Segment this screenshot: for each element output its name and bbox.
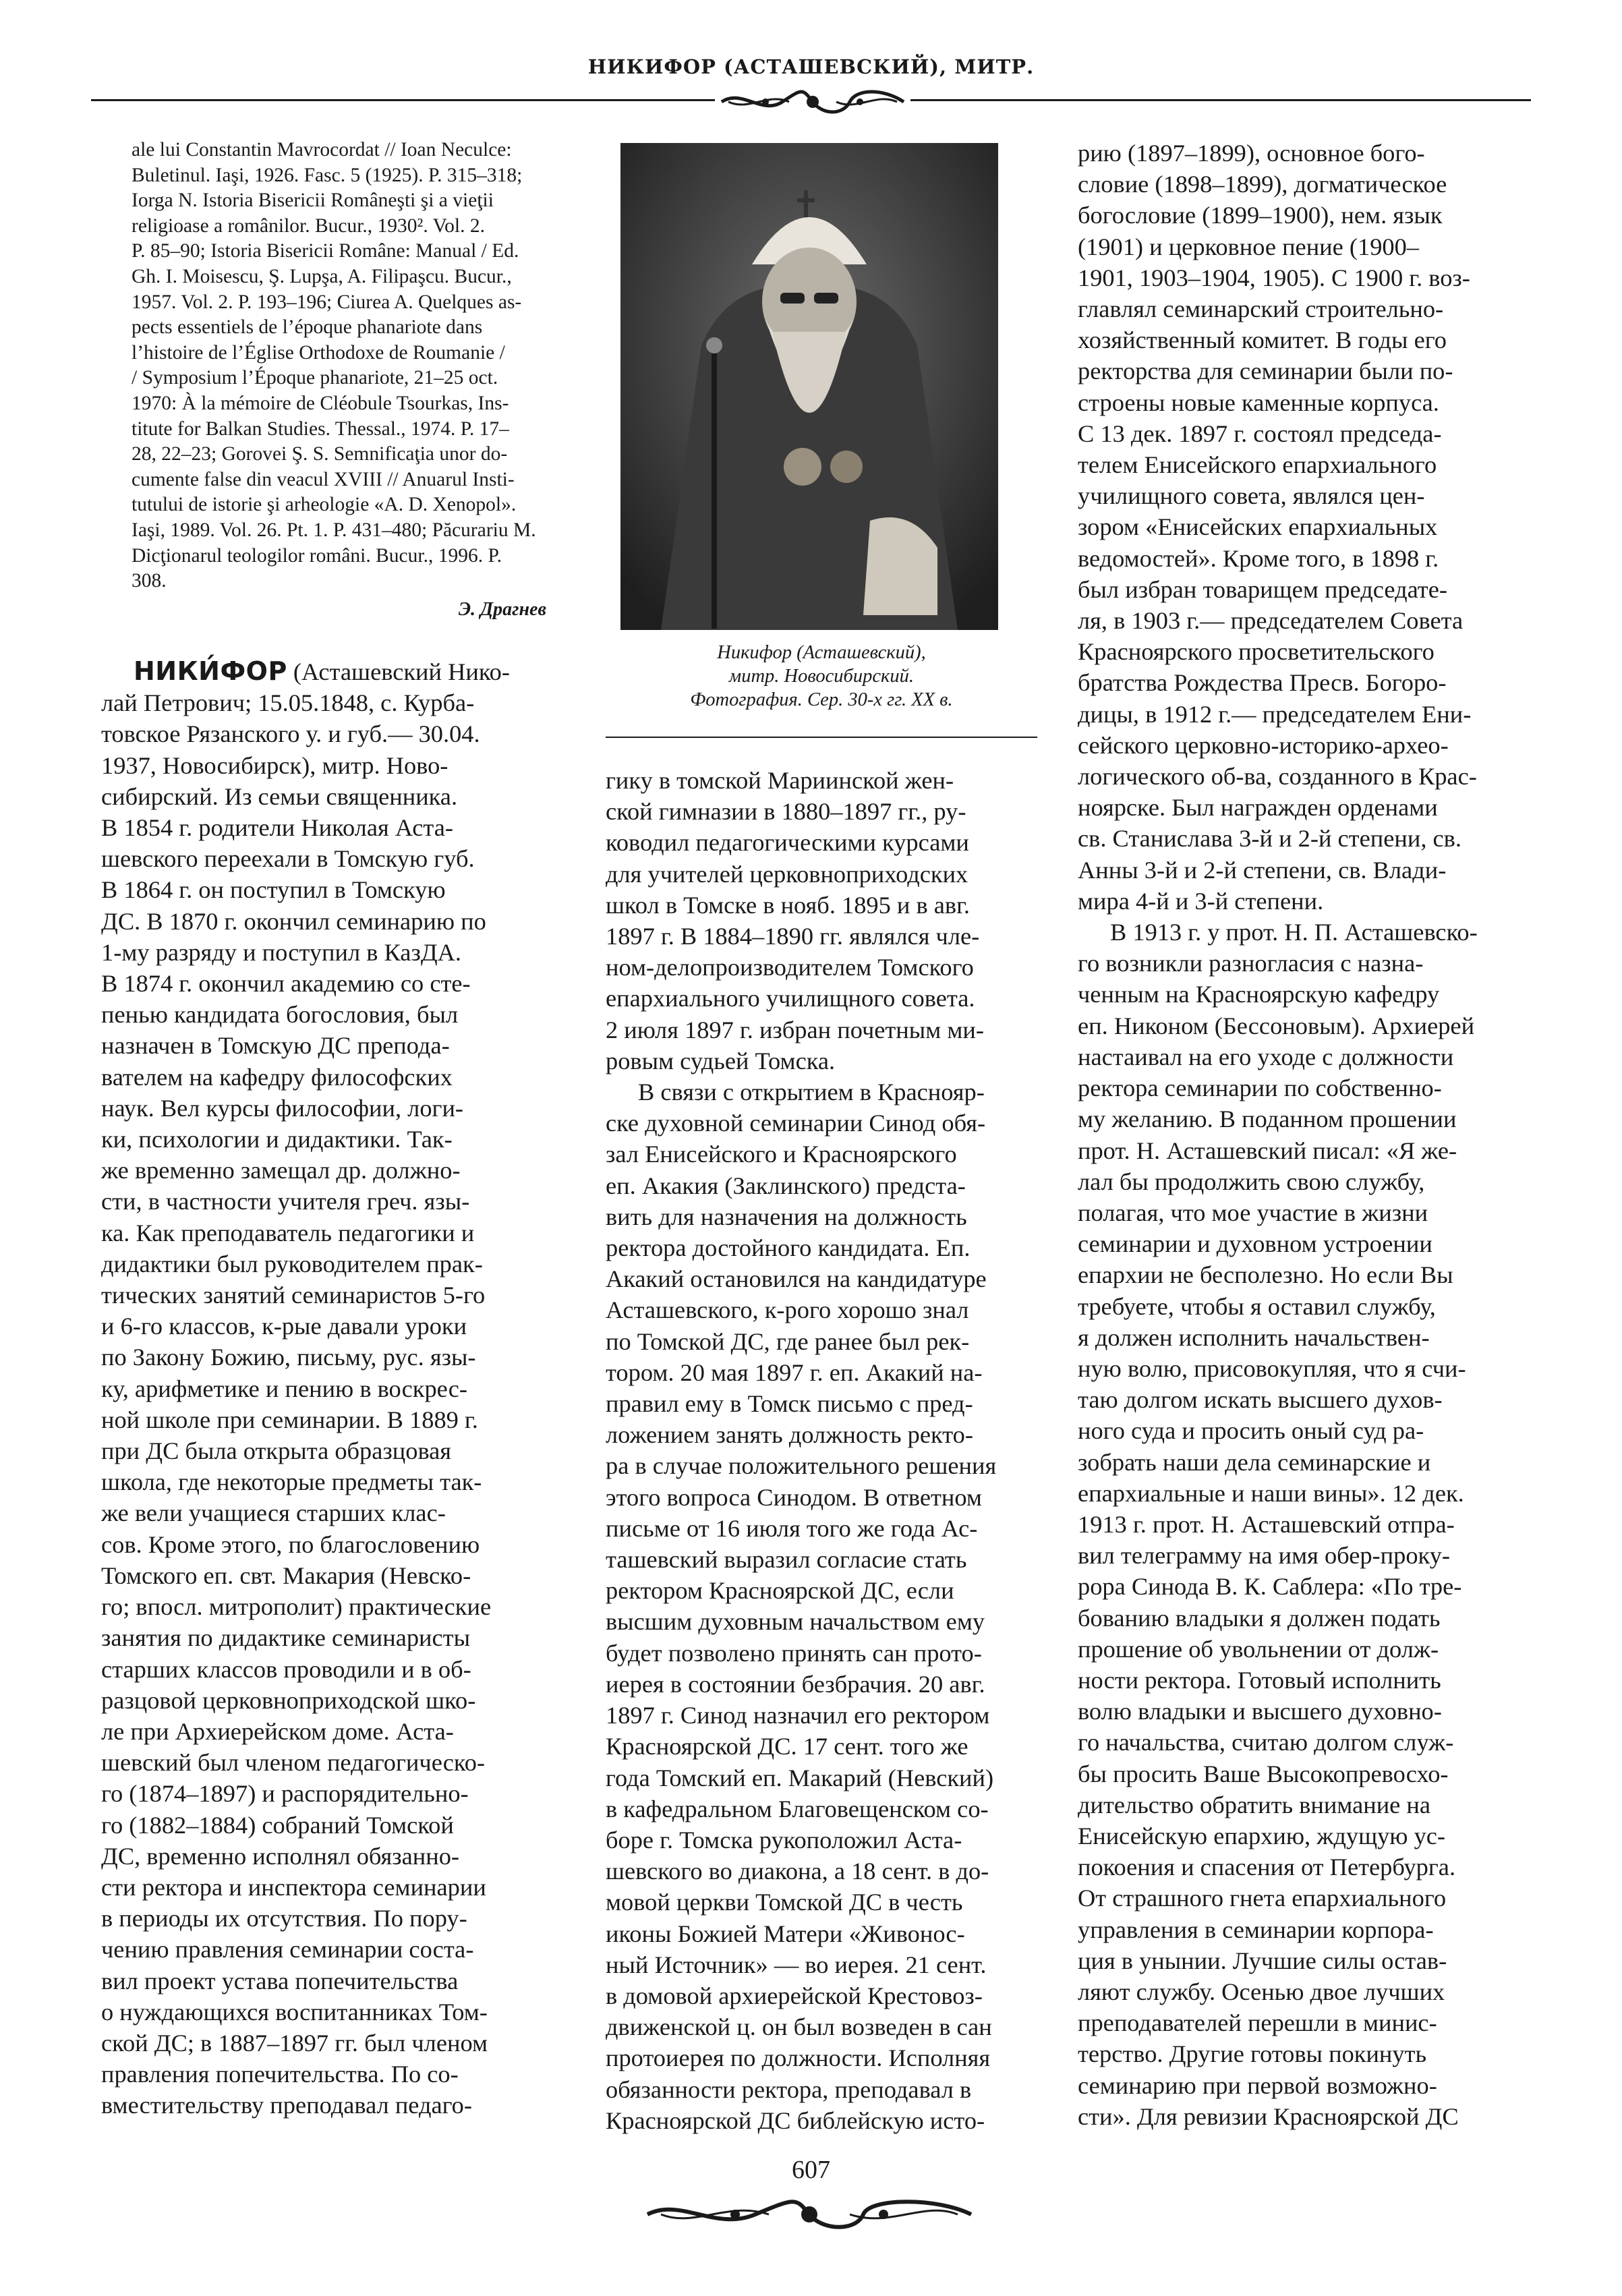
text-line: ректора семинарии по собственно- <box>1078 1074 1442 1102</box>
bib-line: l’histoire de l’Église Orthodoxe de Roumanie / <box>132 341 505 364</box>
text-line: От страшного гнета епархиального <box>1078 1885 1447 1912</box>
text-line: Красноярской ДС. 17 сент. того же <box>606 1733 968 1760</box>
caption-line: Никифор (Асташевский), <box>717 642 926 663</box>
text-line: по Закону Божию, письму, рус. язы- <box>101 1344 476 1371</box>
text-line: пенью кандидата богословия, был <box>101 1001 459 1029</box>
text-line: ченным на Красноярскую кафедру <box>1078 981 1440 1008</box>
text-line: в периоды их отсутствия. По пору- <box>101 1905 467 1932</box>
text-line: Енисейскую епархию, ждущую ус- <box>1078 1822 1446 1849</box>
bib-line: tutului de istorie şi arheologie «A. D. Xenopol». <box>132 494 517 516</box>
text-line: Асташевского, к-рого хорошо знал <box>606 1296 969 1324</box>
text-line: тических занятий семинаристов 5-го <box>101 1282 486 1309</box>
text-line: бы просить Ваше Высокопревосхо- <box>1078 1760 1449 1787</box>
text-line: ция в унынии. Лучшие силы остав- <box>1078 1947 1447 1974</box>
text-line: вместительству преподавал педаго- <box>101 2092 472 2119</box>
text-line: епархиального училищного совета. <box>606 985 975 1012</box>
bib-line: Dicţionarul teologilor români. Bucur., 1996. P. <box>132 544 502 567</box>
article-column-3 <box>1078 138 1536 2132</box>
text-line: волю владыки и высшего духовно- <box>1078 1698 1442 1725</box>
bib-line: pects essentiels de l’époque phanariote dans <box>132 316 483 339</box>
text-line: движенской ц. он был возведен в сан <box>606 2013 992 2041</box>
text-line: 1913 г. прот. Н. Асташевский отпра- <box>1078 1510 1455 1538</box>
text-line: чению правления семинарии соста- <box>101 1936 474 1963</box>
article-column-1 <box>101 656 548 2121</box>
text-line: (Асташевский Нико- <box>287 658 510 685</box>
text-line: го возникли разногласия с назна- <box>1078 950 1424 977</box>
text-line: 1-му разряду и поступил в КазДА. <box>101 938 462 966</box>
bib-line: cumente false din veacul XVIII // Anuarul Insti- <box>132 468 515 490</box>
text-line: ведомостей». Кроме того, в 1898 г. <box>1078 544 1439 572</box>
text-line: школ в Томске в нояб. 1895 и в авг. <box>606 891 970 919</box>
text-line: ле при Архиерейском доме. Аста- <box>101 1717 454 1745</box>
text-line: ректором Красноярской ДС, если <box>606 1577 954 1605</box>
text-line: правления попечительства. По со- <box>101 2061 459 2088</box>
text-line: ра в случае положительного решения <box>606 1452 997 1480</box>
text-line: будет позволено принять сан прото- <box>606 1639 982 1667</box>
text-line: старших классов проводили и в об- <box>101 1655 471 1683</box>
text-line: мира 4-й и 3-й степени. <box>1078 887 1324 915</box>
text-line: епархиальные и наши вины». 12 дек. <box>1078 1479 1464 1507</box>
text-line: при ДС была открыта образцовая <box>101 1437 452 1465</box>
text-line: ном-делопроизводителем Томского <box>606 954 974 981</box>
text-line: ки, психологии и дидактики. Так- <box>101 1126 453 1153</box>
text-line: 1901, 1903–1904, 1905). С 1900 г. воз- <box>1078 264 1470 291</box>
text-line: Красноярского просветительского <box>1078 638 1435 666</box>
text-line: еп. Акакия (Заклинского) предста- <box>606 1172 966 1199</box>
bib-line: Buletinul. Iaşi, 1926. Fasc. 5 (1925). P. 315–318; <box>132 164 523 186</box>
text-line: зал Енисейского и Красноярского <box>606 1141 957 1168</box>
text-line: телем Енисейского епархиального <box>1078 451 1437 479</box>
text-line: ляют службу. Осенью двое лучших <box>1078 1978 1445 2005</box>
text-line: логического об-ва, созданного в Крас- <box>1078 763 1477 791</box>
text-line: 1937, Новосибирск), митр. Ново- <box>101 751 448 779</box>
text-line: тором. 20 мая 1897 г. еп. Акакий на- <box>606 1358 983 1386</box>
text-line: же временно замещал др. должно- <box>101 1157 461 1184</box>
text-line: иерея в состоянии безбрачия. 20 авг. <box>606 1670 985 1698</box>
page-number: 607 <box>792 2156 830 2184</box>
text-line: рора Синода В. К. Саблера: «По тре- <box>1078 1573 1462 1601</box>
headword: НИКИ́ФОР <box>134 656 287 686</box>
text-line: братства Рождества Пресв. Богоро- <box>1078 669 1447 697</box>
text-line: высшим духовным начальством ему <box>606 1608 985 1636</box>
text-line: мовой церкви Томской ДС в честь <box>606 1889 963 1916</box>
running-head: НИКИФОР (АСТАШЕВСКИЙ), МИТР. <box>587 55 1035 78</box>
text-line: сти ректора и инспектора семинарии <box>101 1873 486 1901</box>
text-line: таю долгом искать высшего духов- <box>1078 1386 1443 1414</box>
text-line: Красноярской ДС библейскую исто- <box>606 2106 985 2134</box>
text-line: терство. Другие готовы покинуть <box>1078 2040 1427 2068</box>
text-line: ложением занять должность ректо- <box>606 1421 973 1449</box>
text-line: по Томской ДС, где ранее был рек- <box>606 1327 970 1355</box>
text-line: в кафедральном Благовещенском со- <box>606 1795 989 1823</box>
text-line: сти». Для ревизии Красноярской ДС <box>1078 2102 1459 2130</box>
text-line: и 6-го классов, к-рые давали уроки <box>101 1313 467 1340</box>
text-line: епархии не бесполезно. Но если Вы <box>1078 1261 1453 1289</box>
text-line: го (1874–1897) и распорядительно- <box>101 1780 469 1808</box>
text-line: сов. Кроме этого, по благословению <box>101 1530 480 1558</box>
text-line: года Томский еп. Макарий (Невский) <box>606 1764 994 1791</box>
text-line: настаивал на его уходе с должности <box>1078 1043 1454 1070</box>
bib-line: 308. <box>132 570 167 592</box>
text-line: управления в семинарии корпора- <box>1078 1916 1434 1943</box>
text-line: вателем на кафедру философских <box>101 1063 453 1091</box>
text-line: назначен в Томскую ДС препода- <box>101 1032 450 1060</box>
text-line: ДС, временно исполнял обязанно- <box>101 1842 460 1870</box>
text-line: богословие (1899–1900), нем. язык <box>1078 202 1443 229</box>
text-line: словие (1898–1899), догматическое <box>1078 171 1447 198</box>
header-ornament-icon <box>715 84 910 119</box>
text-line: прот. Н. Асташевский писал: «Я же- <box>1078 1137 1457 1164</box>
text-line: го (1882–1884) собраний Томской <box>101 1811 454 1839</box>
text-line: главлял семинарский строительно- <box>1078 295 1444 323</box>
bib-line: titute for Balkan Studies. Thessal., 1974. P. 17– <box>132 418 509 440</box>
text-line: зором «Енисейских епархиальных <box>1078 513 1438 541</box>
text-line: прошение об увольнении от долж- <box>1078 1635 1439 1663</box>
text-line: Томского еп. свт. Макария (Невско- <box>101 1561 471 1589</box>
text-line: училищного совета, являлся цен- <box>1078 482 1425 510</box>
article-start-line <box>101 656 548 687</box>
text-line: товское Рязанского у. и губ.— 30.04. <box>101 720 480 748</box>
text-line: полагая, что мое участие в жизни <box>1078 1199 1428 1226</box>
text-line: дительство обратить внимание на <box>1078 1791 1431 1818</box>
text-line: еп. Никоном (Бессоновым). Архиерей <box>1078 1012 1475 1039</box>
text-line: протоиерея по должности. Исполняя <box>606 2044 991 2072</box>
text-line: 2 июля 1897 г. избран почетным ми- <box>606 1016 984 1043</box>
text-line: занятия по дидактике семинаристы <box>101 1624 471 1652</box>
text-line: строены новые каменные корпуса. <box>1078 389 1439 416</box>
text-line: го; впосл. митрополит) практические <box>101 1593 492 1621</box>
text-line: св. Станислава 3-й и 2-й степени, св. <box>1078 825 1461 853</box>
text-line: разцовой церковноприходской шко- <box>101 1686 476 1714</box>
text-line: вил проект устава попечительства <box>101 1967 459 1994</box>
bib-line: P. 85–90; Istoria Bisericii Române: Manual / Ed. <box>132 240 519 262</box>
text-line: В связи с открытием в Краснояр- <box>638 1079 985 1106</box>
text-line: ровым судьей Томска. <box>606 1047 836 1074</box>
text-line: 1897 г. Синод назначил его ректором <box>606 1702 990 1729</box>
text-line: Акакий остановился на кандидатуре <box>606 1265 987 1293</box>
author-signature: Э. Драгнев <box>458 599 546 620</box>
text-line: хозяйственный комитет. В годы его <box>1078 326 1447 354</box>
bib-line: Iorga N. Istoria Bisericii Româneşti şi a vieţii <box>132 190 494 212</box>
text-line: ской ДС; в 1887–1897 гг. был членом <box>101 2029 488 2057</box>
photo-caption <box>606 641 1037 712</box>
text-line: шевского переехали в Томскую губ. <box>101 845 475 873</box>
text-line: сейского церковно-историко-архео- <box>1078 731 1449 759</box>
text-line: ректорства для семинарии были по- <box>1078 357 1453 385</box>
text-line: В 1913 г. у прот. Н. П. Асташевско- <box>1110 919 1478 946</box>
text-line: школа, где некоторые предметы так- <box>101 1468 482 1496</box>
text-line: сти, в частности учителя греч. язы- <box>101 1188 470 1215</box>
text-line: му желанию. В поданном прошении <box>1078 1106 1457 1133</box>
text-line: гику в томской Мариинской жен- <box>606 767 954 794</box>
text-line: покоения и спасения от Петербурга. <box>1078 1854 1456 1881</box>
text-line: этого вопроса Синодом. В ответном <box>606 1483 982 1511</box>
text-line: рию (1897–1899), основное бого- <box>1078 140 1425 167</box>
footer-ornament-icon <box>641 2191 978 2238</box>
text-line: же вели учащиеся старших клас- <box>101 1499 446 1527</box>
text-line: был избран товарищем председате- <box>1078 575 1447 603</box>
text-line: В 1854 г. родители Николая Аста- <box>101 814 453 842</box>
text-line: ноярске. Был награжден орденами <box>1078 794 1438 822</box>
text-line: ля, в 1903 г.— председателем Совета <box>1078 607 1464 635</box>
text-line: вил телеграмму на имя обер-проку- <box>1078 1542 1451 1570</box>
bib-line: 28, 22–23; Gorovei Ş. S. Semnificaţia unor do- <box>132 443 508 465</box>
text-line: ководил педагогическими курсами <box>606 829 969 857</box>
text-line: В 1864 г. он поступил в Томскую <box>101 876 446 904</box>
caption-line: митр. Новосибирский. <box>729 666 914 687</box>
text-line: ской гимназии в 1880–1897 гг., ру- <box>606 798 966 826</box>
text-line: ной школе при семинарии. В 1889 г. <box>101 1406 478 1433</box>
text-line: ске духовной семинарии Синод обя- <box>606 1110 986 1137</box>
portrait-photo <box>620 143 998 630</box>
text-line: ташевский выразил согласие стать <box>606 1546 967 1574</box>
text-line: (1901) и церковное пение (1900– <box>1078 233 1420 260</box>
text-line: для учителей церковноприходских <box>606 860 968 888</box>
text-line: наук. Вел курсы философии, логи- <box>101 1094 464 1122</box>
bibliography <box>132 138 546 594</box>
text-line: боре г. Томска рукоположил Аста- <box>606 1826 962 1854</box>
text-line: в домовой архиерейской Крестовоз- <box>606 1982 983 2009</box>
text-line: лал бы продолжить свою службу, <box>1078 1168 1425 1195</box>
text-line: Анны 3-й и 2-й степени, св. Влади- <box>1078 856 1447 884</box>
caption-line: Фотография. Сер. 30-х гг. XX в. <box>690 689 953 710</box>
bib-line: 1970: À la mémoire de Cléobule Tsourkas, Ins- <box>132 392 509 414</box>
text-line: вить для назначения на должность <box>606 1203 967 1230</box>
text-line: ректора достойного кандидата. Еп. <box>606 1234 971 1262</box>
text-line: семинарию при первой возможно- <box>1078 2071 1437 2099</box>
text-line: требуете, чтобы я оставил службу, <box>1078 1292 1436 1320</box>
text-line: зобрать наши дела семинарские и <box>1078 1448 1431 1476</box>
text-line: С 13 дек. 1897 г. состоял председа- <box>1078 420 1442 447</box>
text-line: о нуждающихся воспитанниках Том- <box>101 1998 488 2026</box>
text-line: правил ему в Томск письмо с пред- <box>606 1390 973 1418</box>
text-line: ного суда и просить оный суд ра- <box>1078 1417 1424 1445</box>
text-line: я должен исполнить начальствен- <box>1078 1323 1430 1351</box>
bib-line: ale lui Constantin Mavrocordat // Ioan Neculce: <box>132 139 512 161</box>
text-line: ку, арифметике и пению в воскрес- <box>101 1375 467 1402</box>
article-column-2 <box>606 765 1037 2136</box>
bib-line: religioase a românilor. Bucur., 1930². Vol. 2. <box>132 214 485 237</box>
text-line: преподавателей перешли в минис- <box>1078 2009 1437 2037</box>
text-line: ный Источник» — во иерея. 21 сент. <box>606 1951 987 1978</box>
text-line: го начальства, считаю долгом служ- <box>1078 1729 1454 1756</box>
bib-line: 1957. Vol. 2. P. 193–196; Ciurea A. Quelques as- <box>132 291 522 313</box>
caption-rule <box>606 737 1037 738</box>
bib-line: / Symposium l’Époque phanariote, 21–25 oct. <box>132 367 498 389</box>
text-line: шевский был членом педагогическо- <box>101 1749 486 1777</box>
text-line: ка. Как преподаватель педагогики и <box>101 1219 475 1246</box>
text-line: 1897 г. В 1884–1890 гг. являлся чле- <box>606 923 980 950</box>
text-line: шевского во диакона, а 18 сент. в до- <box>606 1858 989 1885</box>
text-line: письме от 16 июля того же года Ас- <box>606 1514 978 1542</box>
text-line: ную волю, присовокупляя, что я счи- <box>1078 1354 1466 1382</box>
text-line: сибирский. Из семьи священника. <box>101 782 458 810</box>
text-line: ности ректора. Готовый исполнить <box>1078 1666 1441 1694</box>
text-line: бованию владыки я должен подать <box>1078 1604 1441 1632</box>
text-line: лай Петрович; 15.05.1848, с. Курба- <box>101 689 475 717</box>
bib-line: Gh. I. Moisescu, Ş. Lupşa, A. Filipaşcu. Bucur., <box>132 265 512 287</box>
text-line: ДС. В 1870 г. окончил семинарию по <box>101 907 486 935</box>
text-line: обязанности ректора, преподавал в <box>606 2075 972 2103</box>
text-line: семинарии и духовном устроении <box>1078 1230 1432 1258</box>
text-line: В 1874 г. окончил академию со сте- <box>101 970 471 998</box>
bib-line: Iaşi, 1989. Vol. 26. Pt. 1. P. 431–480; Păcurariu M. <box>132 519 536 541</box>
text-line: дидактики был руководителем прак- <box>101 1250 483 1278</box>
text-line: дицы, в 1912 г.— председателем Ени- <box>1078 700 1472 728</box>
text-line: иконы Божией Матери «Живонос- <box>606 1920 965 1947</box>
